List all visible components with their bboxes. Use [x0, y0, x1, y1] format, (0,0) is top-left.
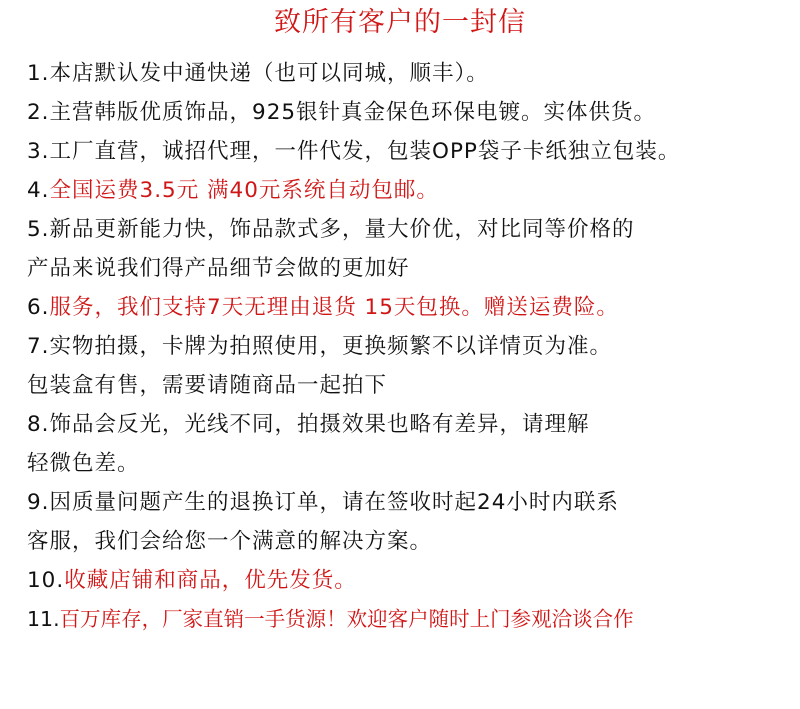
line-text: 百万库存，厂家直销一手货源！欢迎客户随时上门参观洽谈合作 [59, 607, 634, 631]
line-number: 2. [27, 100, 50, 125]
line-number: 7. [27, 334, 50, 359]
line-text: 主营韩版优质饰品，925银针真金保色环保电镀。实体供货。 [49, 100, 657, 125]
line-number: 9. [27, 490, 50, 515]
line-text: 服务，我们支持7天无理由退货 15天包换。赠送运费险。 [49, 295, 619, 320]
line-text: 实物拍摄，卡牌为拍照使用，更换频繁不以详情页为准。 [49, 334, 613, 359]
letter-line [27, 522, 800, 561]
line-number: 10. [27, 568, 65, 593]
line-text: 轻微色差。 [27, 451, 140, 476]
line-text: 因质量问题产生的退换订单，请在签收时起24小时内联系 [49, 490, 619, 515]
line-text: 全国运费3.5元 满40元系统自动包邮。 [49, 178, 439, 203]
line-number: 4. [27, 178, 50, 203]
line-text: 产品来说我们得产品细节会做的更加好 [27, 256, 410, 281]
letter-line [27, 93, 800, 132]
letter-line [27, 210, 800, 249]
line-number: 8. [27, 412, 50, 437]
letter-line [27, 54, 800, 93]
line-text: 工厂直营，诚招代理，一件代发，包装OPP袋子卡纸独立包装。 [49, 139, 681, 164]
letter-line [27, 171, 800, 210]
line-text: 收藏店铺和商品，优先发货。 [64, 568, 357, 593]
line-number: 11. [27, 607, 60, 631]
line-number: 1. [27, 61, 50, 86]
letter-line [27, 327, 800, 366]
letter-line [27, 483, 800, 522]
letter-line [27, 444, 800, 483]
letter-line [27, 561, 800, 600]
line-number: 5. [27, 217, 50, 242]
letter-line [27, 249, 800, 288]
line-number: 3. [27, 139, 50, 164]
line-text: 包装盒有售，需要请随商品一起拍下 [27, 373, 388, 398]
letter-title: 致所有客户的一封信 [274, 7, 526, 38]
letter-line [27, 132, 800, 171]
letter-line [27, 366, 800, 405]
letter-body [27, 54, 800, 639]
line-text: 本店默认发中通快递（也可以同城，顺丰）。 [49, 61, 489, 86]
letter-line [27, 288, 800, 327]
line-text: 客服，我们会给您一个满意的解决方案。 [27, 529, 433, 554]
letter-line [27, 405, 800, 444]
letter-line [27, 600, 800, 639]
line-number: 6. [27, 295, 50, 320]
line-text: 新品更新能力快，饰品款式多，量大价优，对比同等价格的 [49, 217, 635, 242]
line-text: 饰品会反光，光线不同，拍摄效果也略有差异，请理解 [49, 412, 590, 437]
